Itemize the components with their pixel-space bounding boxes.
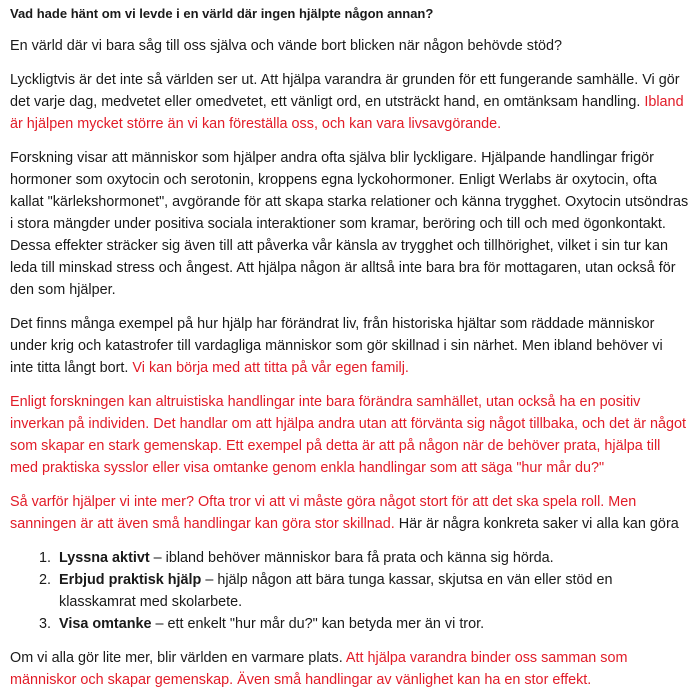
list-item-title: Lyssna aktivt (59, 550, 150, 566)
paragraph-altruism: Enligt forskningen kan altruistiska handlingar inte bara förändra samhället, utan också ha en positiv inverkan på individen. Det handlar om att hjälpa andra utan att förvänta sig något tillbaka, och det är något som skapar en stark gemenskap. Ett exempel på detta är att på någon när de behöver prata, hjälpa till med praktiska sysslor eller visa omtanke genom enkla handlingar som att säga "hur mår du?" (10, 394, 686, 476)
paragraph-text: Om vi alla gör lite mer, blir världen en varmare plats. (10, 650, 346, 666)
list-item-text: – ibland behöver människor bara få prata och känna sig hörda. (149, 550, 554, 566)
highlighted-text: Vi kan börja med att titta på vår egen familj. (132, 360, 409, 376)
highlighted-text: Att hjälpa varandra binder oss samman som människor och skapar gemenskap. Även små handlingar av vänlighet kan ha en stor effekt. (10, 650, 628, 688)
paragraph-text: Lyckligtvis är det inte så världen ser ut. Att hjälpa varandra är grunden för ett fungerande samhälle. Vi gör det varje dag, medvetet eller omedvetet, ett vänligt ord, en utsträckt hand, en omtänksam handling. (10, 72, 680, 110)
paragraph-helping-each-other (10, 69, 689, 135)
paragraph-why-not-more (10, 491, 689, 535)
list-item-text: – hjälp någon att bära tunga kassar, skjutsa en vän eller stöd en klasskamrat med skolarbete. (59, 572, 613, 610)
paragraph-intro-question: En värld där vi bara såg till oss själva och vände bort blicken när någon behövde stöd? (10, 38, 562, 54)
document-heading: Vad hade hänt om vi levde i en värld där ingen hjälpte någon annan? (10, 6, 434, 21)
list-item-title: Erbjud praktisk hjälp (59, 572, 202, 588)
list-item-text: – ett enkelt "hur mår du?" kan betyda mer än vi tror. (151, 616, 485, 632)
list-item (55, 569, 689, 613)
paragraph-examples (10, 313, 689, 379)
paragraph-text: Det finns många exempel på hur hjälp har förändrat liv, från historiska hjältar som räddade människor under krig och katastrofer till vardagliga människor som gör skillnad i sin närhet. Men ibland behöver vi inte titta långt bort. (10, 316, 663, 376)
paragraph-text: Här är några konkreta saker vi alla kan göra (394, 516, 679, 532)
highlighted-text: Så varför hjälper vi inte mer? Ofta tror vi att vi måste göra något stort för att det ska spela roll. Men sanningen är att även små handlingar kan göra stor skillnad. (10, 494, 637, 532)
list-item (55, 547, 689, 569)
paragraph-research: Forskning visar att människor som hjälper andra ofta själva blir lyckligare. Hjälpande handlingar frigör hormoner som oxytocin och serotonin, kroppens egna lyckohormoner. Enligt Werlabs är oxytocin, ofta kallat "kärlekshormonet", avgörande för att skapa starka relationer och känna trygghet. Oxytocin utsöndras i stora mängder under positiva sociala interaktioner som kramar, beröring och till och med ögonkontakt. Dessa effekter sträcker sig även till att påverka vår känsla av trygghet och tillhörighet, vilket i sin tur kan leda till minskad stress och ångest. Att hjälpa någon är alltså inte bara bra för mottagaren, utan också för den som hjälper. (10, 150, 689, 298)
highlighted-text: Ibland är hjälpen mycket större än vi kan föreställa oss, och kan vara livsavgörande. (10, 94, 684, 132)
paragraph-conclusion (10, 647, 689, 691)
list-item-title: Visa omtanke (59, 616, 152, 632)
action-list (10, 547, 689, 635)
list-item (55, 613, 689, 635)
